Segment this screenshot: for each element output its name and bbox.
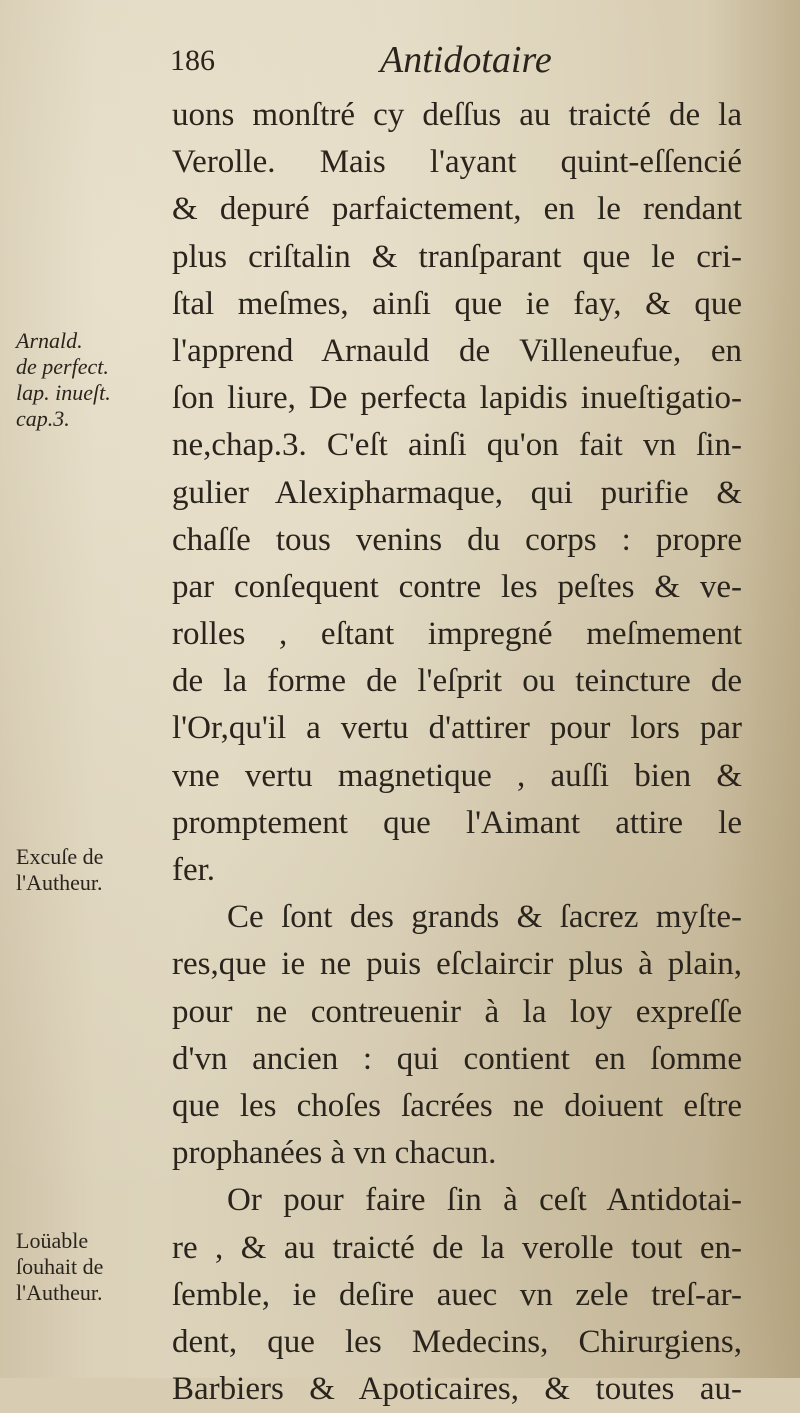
margin-note-excuse: [16, 844, 166, 896]
text-line: dent, que les Medecins, Chirurgiens,: [172, 1323, 742, 1360]
text-line: rolles , eſtant impregné meſmement: [172, 616, 742, 653]
text-line: & depuré parfaictement, en le rendant: [172, 191, 742, 228]
text-line: Ce ſont des grands & ſacrez myſte-: [227, 899, 742, 936]
text-line: Or pour faire ſin à ceſt Antidotai-: [227, 1182, 742, 1219]
text-line: fer.: [172, 852, 216, 888]
margin-note-line: de perfect.: [16, 354, 109, 379]
margin-note-line: Loüable: [16, 1228, 89, 1253]
text-line: vne vertu magnetique , auſſi bien &: [172, 757, 742, 794]
body-text: [172, 92, 742, 1413]
margin-note-line: ſouhait de: [16, 1254, 104, 1279]
margin-note-arnald: [16, 328, 166, 432]
margin-note-line: Excuſe de: [16, 844, 104, 869]
text-line: d'vn ancien : qui contient en ſomme: [172, 1040, 742, 1077]
text-line: plus criſtalin & tranſparant que le cri-: [172, 238, 742, 275]
text-line: chaſſe tous venins du corps : propre: [172, 521, 742, 558]
text-line: Verolle. Mais l'ayant quint-eſſencié: [172, 144, 742, 181]
text-line: l'apprend Arnauld de Villeneufue, en: [172, 332, 742, 369]
text-line: promptement que l'Aimant attire le: [172, 804, 742, 841]
text-line: que les choſes ſacrées ne doiuent eſtre: [172, 1087, 742, 1124]
text-line: pour ne contreuenir à la loy expreſſe: [172, 993, 742, 1030]
text-line: ſtal meſmes, ainſi que ie fay, & que: [172, 285, 742, 322]
text-line: de la forme de l'eſprit ou teincture de: [172, 663, 742, 700]
text-line: uons monſtré cy deſſus au traicté de la: [172, 97, 742, 133]
running-title: Antidotaire: [380, 39, 552, 81]
margin-note-line: lap. inueſt.: [16, 380, 111, 405]
text-line: res,que ie ne puis eſclaircir plus à plain,: [172, 946, 742, 983]
text-line: par conſequent contre les peſtes & ve-: [172, 568, 742, 605]
text-line: gulier Alexipharmaque, qui purifie &: [172, 474, 742, 511]
text-line: re , & au traicté de la verolle tout en-: [172, 1229, 742, 1266]
margin-note-louable: [16, 1228, 166, 1306]
text-line: ſon liure, De perfecta lapidis inueſtigatio-: [172, 380, 742, 417]
margin-note-line: Arnald.: [16, 328, 83, 353]
text-line: l'Or,qu'il a vertu d'attirer pour lors par: [172, 710, 742, 747]
text-line: Barbiers & Apoticaires, & toutes au-: [172, 1371, 742, 1408]
text-line: prophanées à vn chacun.: [172, 1135, 497, 1172]
running-head: [0, 38, 800, 88]
text-line: ſemble, ie deſire auec vn zele treſ-ar-: [172, 1276, 742, 1313]
text-line: ne,chap.3. C'eſt ainſi qu'on fait vn ſin-: [172, 427, 742, 464]
margin-note-line: l'Autheur.: [16, 870, 103, 895]
margin-note-line: cap.3.: [16, 406, 70, 431]
margin-note-line: l'Autheur.: [16, 1280, 103, 1305]
page-number: 186: [170, 44, 215, 77]
